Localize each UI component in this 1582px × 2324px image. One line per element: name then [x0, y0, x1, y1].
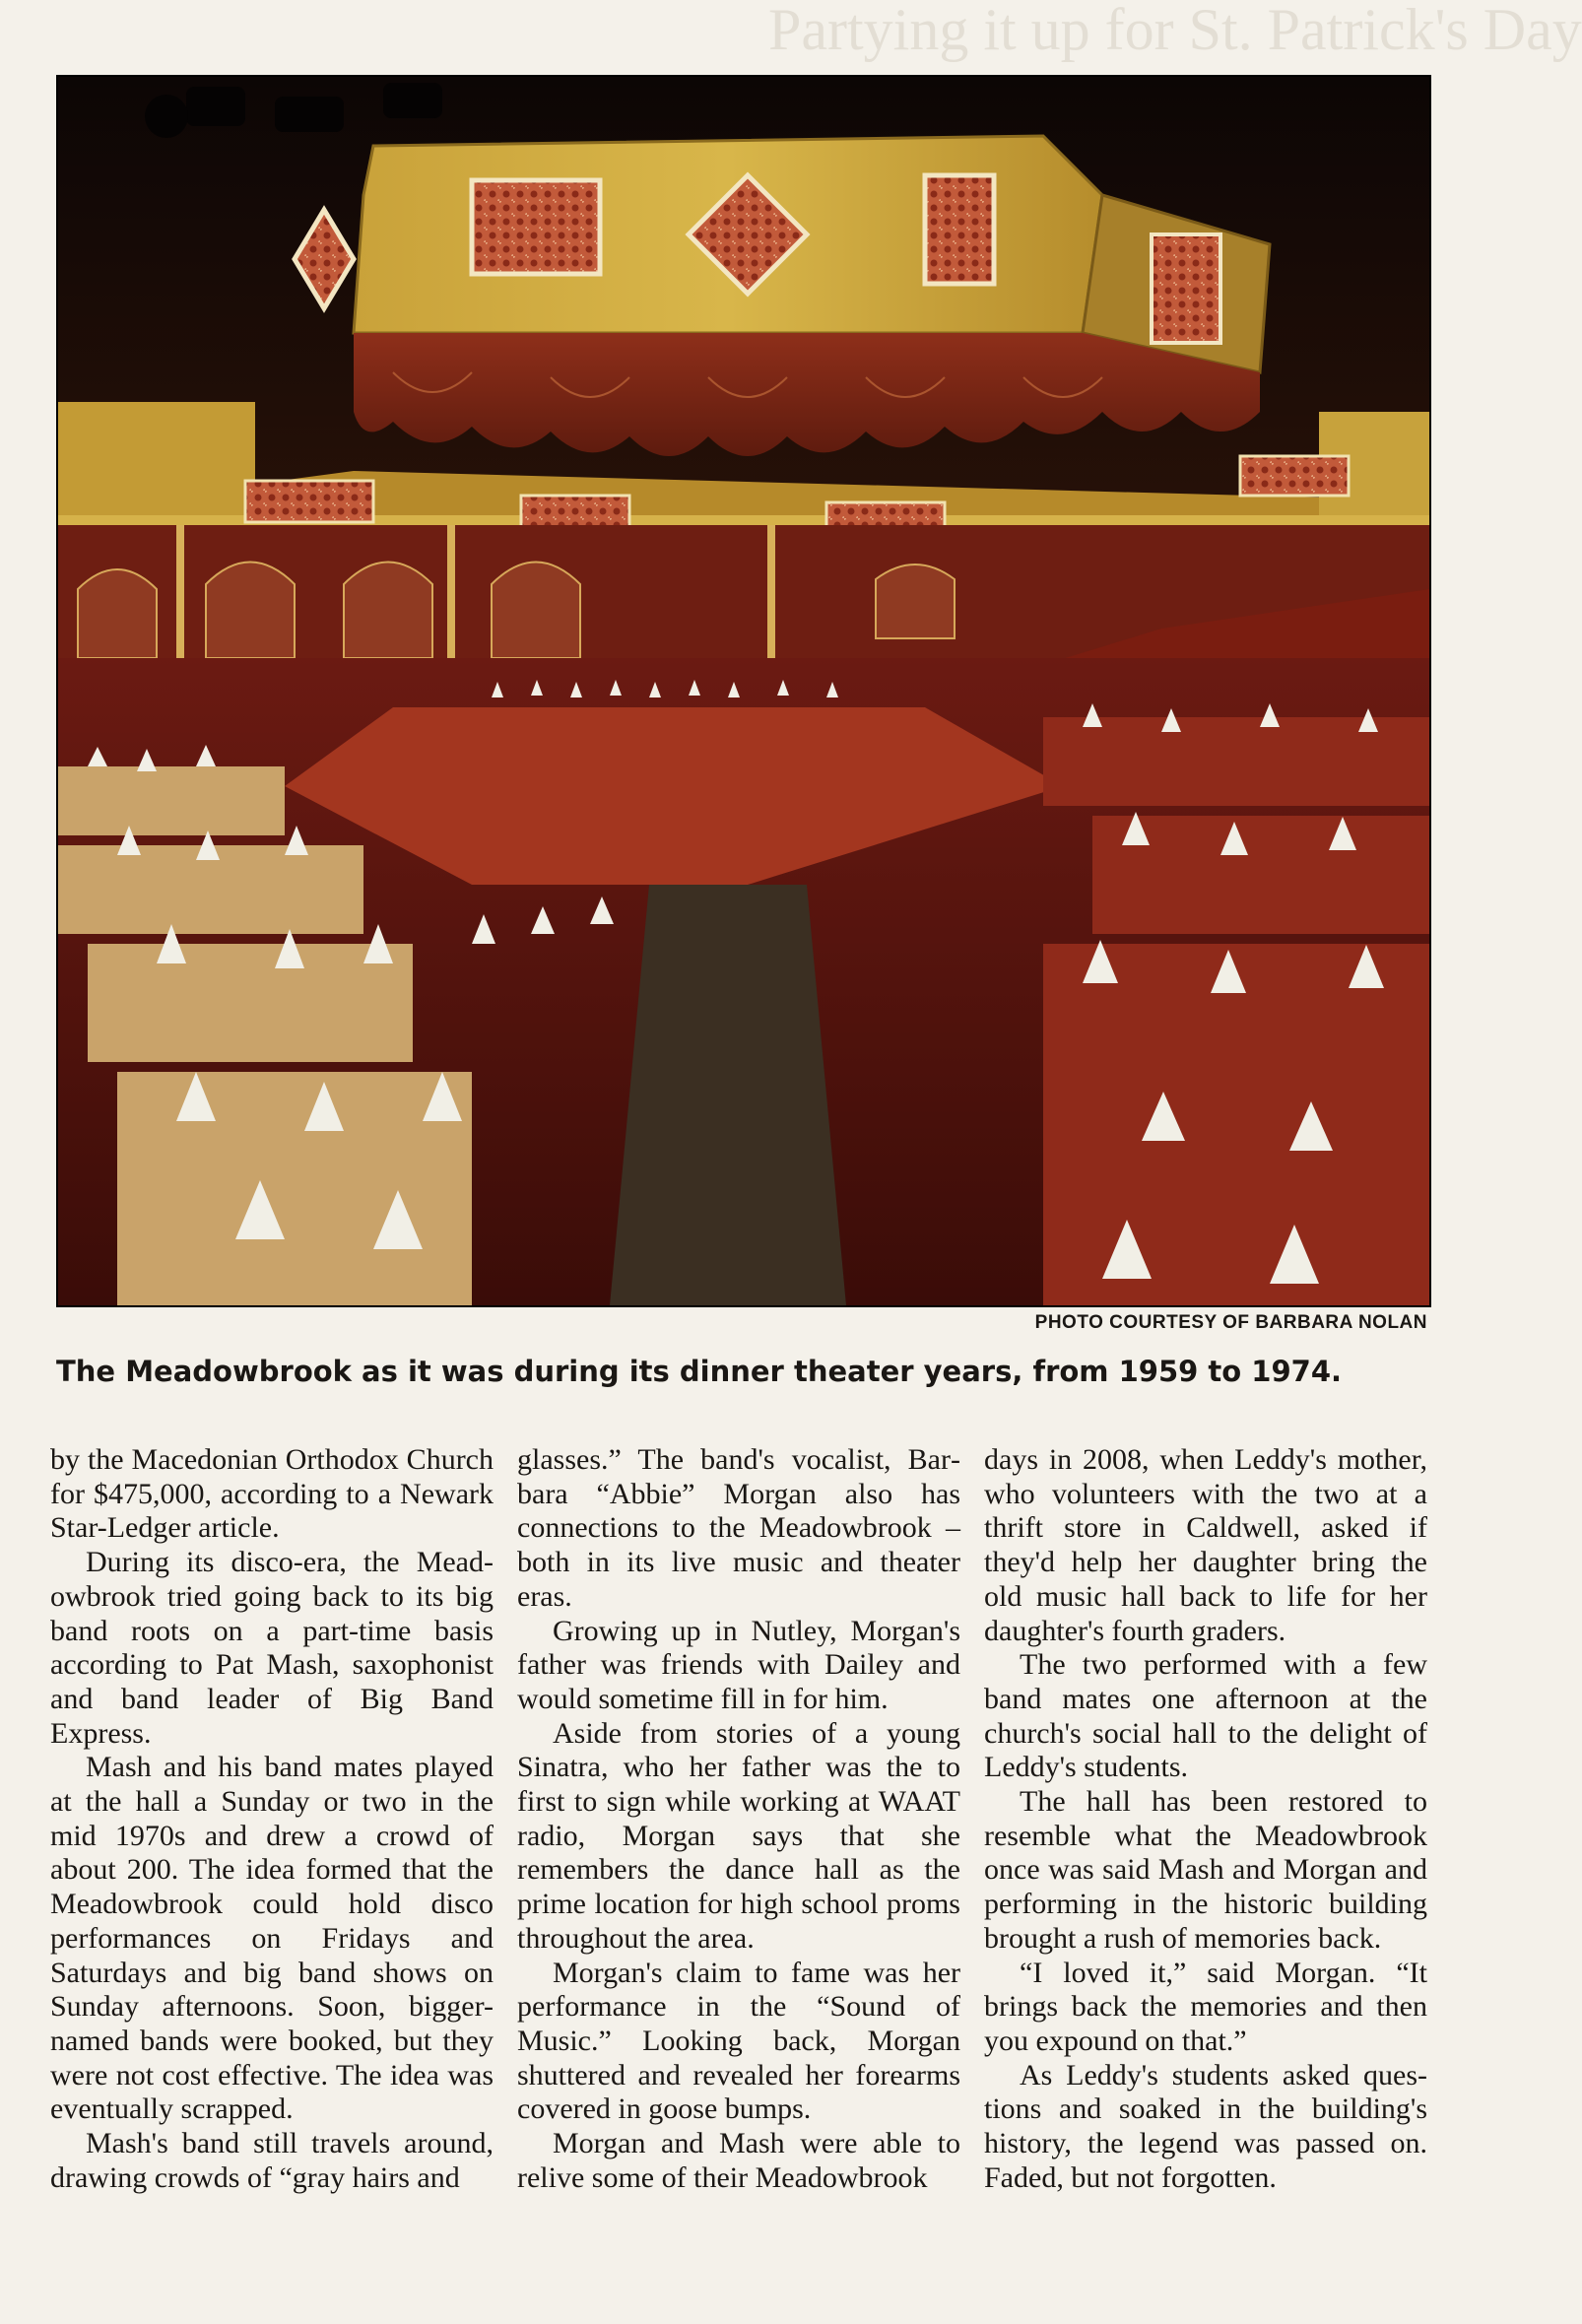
paragraph: The two performed with a few band mates one afternoon at the church's social hall to the delight of Leddy's students. [984, 1648, 1427, 1784]
paragraph: Mash's band still travels around, drawing crowds of “gray hairs and [50, 2127, 494, 2194]
paragraph: Aside from stories of a young Sinatra, who her father was the to first to sign while working at WAAT radio, Morgan says that she remembers the dance hall as the prime location for high school proms throughout the area. [517, 1716, 960, 1955]
paragraph: As Leddy's students asked questions and soaked in the building's history, the legend was passed on. Faded, but not forgotten. [984, 2058, 1427, 2194]
article-column-2 [517, 1443, 960, 2195]
meadowbrook-photo [56, 75, 1431, 1307]
article-column-1 [50, 1443, 494, 2195]
paragraph: Mash and his band mates played at the hall a Sunday or two in the mid 1970s and drew a crowd of about 200. The idea formed that the Meadowbrook could hold disco performances on Fridays and Saturdays and big band shows on Sunday afternoons. Soon, bigger-named bands were booked, but they were not cost effective. The idea was eventually scrapped. [50, 1751, 494, 2126]
paragraph: During its disco-era, the Meadowbrook tried going back to its big band roots on a part-time basis according to Pat Mash, saxophonist and band leader of Big Band Express. [50, 1546, 494, 1750]
paragraph: Morgan and Mash were able to relive some of their Meadowbrook [517, 2127, 960, 2194]
article-column-3 [984, 1443, 1427, 2195]
paragraph: Growing up in Nutley, Morgan's father was friends with Dailey and would sometime fill in for him. [517, 1614, 960, 1715]
paragraph: The hall has been restored to resemble what the Meadowbrook once was said Mash and Morgan and performing in the historic building brought a rush of memories back. [984, 1785, 1427, 1955]
paragraph: days in 2008, when Leddy's mother, who volunteers with the two at a thrift store in Caldwell, asked if they'd help her daughter bring the old music hall back to life for her daughter's fourth graders. [984, 1443, 1427, 1647]
photo-caption: The Meadowbrook as it was during its dinner theater years, from 1959 to 1974. [56, 1355, 1343, 1388]
paragraph: Morgan's claim to fame was her performance in the “Sound of Music.” Looking back, Morgan shuttered and revealed her forearms covered in goose bumps. [517, 1956, 960, 2126]
article-body [50, 1443, 1429, 2195]
paragraph: “I loved it,” said Morgan. “It brings back the memories and then you expound on that.” [984, 1956, 1427, 2057]
ghost-headline: Partying it up for St. Patrick's Day [768, 0, 1582, 62]
paragraph: glasses.” The band's vocalist, Barbara “Abbie” Morgan also has connections to the Meadowbrook – both in its live music and theater eras. [517, 1443, 960, 1613]
paragraph: by the Macedonian Orthodox Church for $475,000, according to a Newark Star-Ledger article. [50, 1443, 494, 1545]
photo-credit: PHOTO COURTESY OF BARBARA NOLAN [1034, 1312, 1427, 1333]
